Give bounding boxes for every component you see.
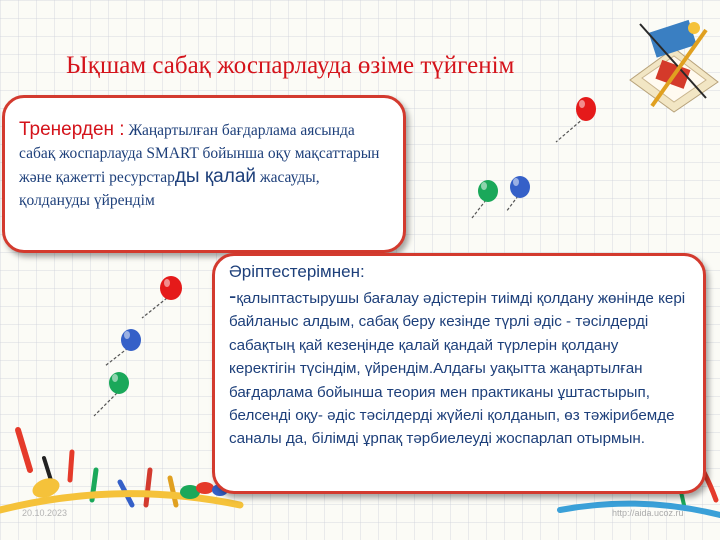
colleagues-dash: - xyxy=(229,283,237,308)
trainer-text-emphasis: ды қалай xyxy=(174,166,256,187)
colleagues-box xyxy=(212,253,706,494)
trainer-text-part-2: жасауды, қолдануды үйрендім xyxy=(19,169,320,209)
trainer-text-part-1: Жаңартылған бағдарлама аясында сабақ жоспарлауда SMART бойынша оқу мақсаттарын және қажетті ресурстар xyxy=(19,122,380,186)
slide-title: Ықшам сабақ жоспарлауда өзіме түйгенім xyxy=(66,52,515,79)
colleagues-label: Әріптестерімнен: xyxy=(229,262,365,281)
footer-date: 20.10.2023 xyxy=(22,508,68,518)
trainer-label: Тренерден : xyxy=(19,119,125,140)
colleagues-text xyxy=(229,284,689,451)
colleagues-body: қалыптастырушы бағалау әдістерін тиімді қолдану жөнінде кері байланыс алдым, сабақ беру кезінде түрлі әдіс - тәсілдерді сабақтың қай кезеңінде қалай қандай түрлерін қолдану керектігін түсіндім, үйрендім.Алдағы уақытта жаңартылған бағдарлама бойынша теория мен практиканы ұштастырып, белсенді оқу- әдіс тәсілдерді жүйелі қолданып, өз тәжірибемде саналы да, білімді ұрпақ тәрбиелеуді жоспарлап отырмын. xyxy=(229,290,686,448)
footer-url: http://aida.ucoz.ru xyxy=(612,508,684,518)
trainer-box xyxy=(2,95,406,253)
trainer-text xyxy=(19,118,387,212)
